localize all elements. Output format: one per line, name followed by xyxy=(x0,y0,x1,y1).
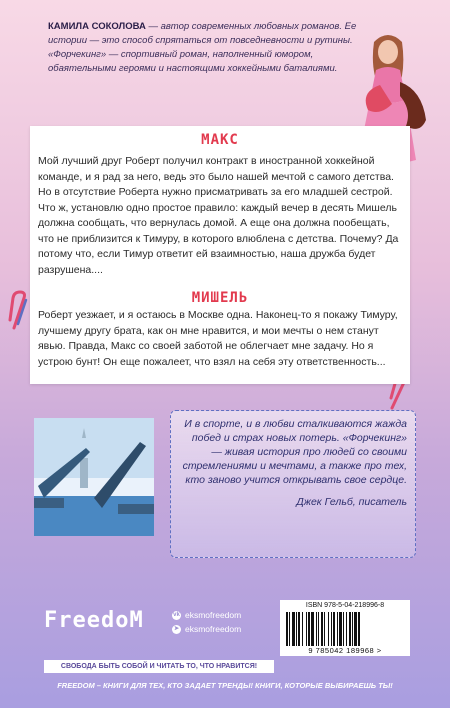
author-bio xyxy=(48,20,358,76)
freedom-logo: FreedoM xyxy=(44,608,144,633)
synopsis-card xyxy=(30,126,410,384)
social-handle: eksmofreedom xyxy=(185,624,242,634)
social-telegram xyxy=(172,624,241,634)
bridge-illustration xyxy=(34,418,154,536)
author-description: — автор современных любовных романов. Ее истории — это способ спрятаться от повседневности и рутины. «Форчекинг» — спортивный роман, наполненный юмором, обаятельными героями и настоящими хоккейными баталиями. xyxy=(48,21,357,74)
heading-max: МАКС xyxy=(201,132,239,148)
barcode-bars xyxy=(286,612,404,646)
slogan-banner: СВОБОДА БЫТЬ СОБОЙ И ЧИТАТЬ ТО, ЧТО НРАВИТСЯ! xyxy=(44,660,274,673)
barcode xyxy=(280,600,410,656)
heading-michelle: МИШЕЛЬ xyxy=(191,290,249,306)
telegram-icon: ➤ xyxy=(173,625,180,632)
barcode-number: 9 785042 189968 > xyxy=(308,646,382,655)
quote-text: И в спорте, и в любви сталкиваются жажда побед и страх новых потерь. «Форчекинг» — живая история про людей со своими стремлениями и мечтами, а также про тех, кто заново учится открывать свое сердце. xyxy=(182,418,407,486)
isbn-text: ISBN 978-5-04-218996-8 xyxy=(305,602,385,609)
footer-tagline: FREEDOM – КНИГИ ДЛЯ ТЕХ, КТО ЗАДАЕТ ТРЕНДЫ! КНИГИ, КОТОРЫЕ ВЫБИРАЕШЬ ТЫ! xyxy=(57,681,393,690)
social-handle: eksmofreedom xyxy=(185,610,242,620)
quote-signature: Джек Гельб, писатель xyxy=(296,496,407,508)
review-quote xyxy=(181,417,407,509)
social-vk xyxy=(172,610,241,620)
paperclip-icon xyxy=(8,290,30,332)
author-name: КАМИЛА СОКОЛОВА xyxy=(48,21,146,32)
quote-box xyxy=(170,410,416,558)
max-paragraph: Мой лучший друг Роберт получил контракт в иностранной хоккейной команде, и я рад за него, ведь это было нашей мечтой с самого детства. Но в отсутствие Роберта нужно присматривать за его младшей сестрой. Что ж, установлю одно простое правило: каждый вечер в десять Мишель должна сообщать, что вернулась домой. А еще она должна пообещать, что не приблизится к Тимуру, в которого влюблена с детства. Почему? Да потому что, если Тимур ответит ей взаимностью, наша дружба будет разрушена.... xyxy=(38,155,399,276)
michelle-paragraph: Роберт уезжает, и я остаюсь в Москве одна. Наконец-то я покажу Тимуру, лучшему другу брата, как он мне нравится, и мои мечты о нем станут явью. Правда, Макс со своей заботой не облегчает мне задачу. Но я устрою бунт! Он еще пожалеет, что взял на себя эту ответственность... xyxy=(38,309,398,368)
vk-icon: vk xyxy=(173,611,180,618)
